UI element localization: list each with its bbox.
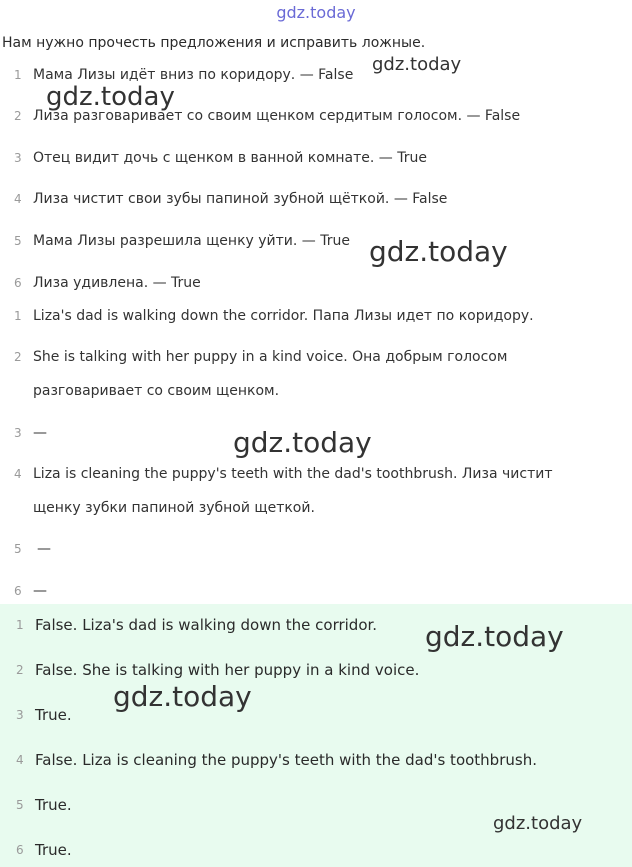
item-number: 3: [16, 708, 24, 722]
item-number: 1: [16, 618, 24, 632]
item-number: 4: [14, 467, 22, 481]
item-number: 2: [14, 109, 22, 123]
item-text: Лиза чистит свои зубы папиной зубной щёткой. — False: [33, 191, 448, 207]
item-text: False. Liza is cleaning the puppy's teeth with the dad's toothbrush.: [35, 751, 537, 769]
item-text: Отец видит дочь с щенком в ванной комнате. — True: [33, 150, 427, 166]
item-number: 2: [14, 350, 22, 364]
watermark: gdz.today: [46, 82, 175, 112]
item-text: She is talking with her puppy in a kind voice. Она добрым голосом разговаривает со своим щенком.: [33, 349, 508, 399]
item-number: 5: [14, 542, 22, 556]
task-intro: Нам нужно прочесть предложения и исправить ложные.: [2, 35, 426, 51]
item-number: 3: [14, 151, 22, 165]
watermark: gdz.today: [233, 426, 372, 459]
watermark: gdz.today: [369, 235, 508, 268]
item-text: True.: [35, 841, 72, 859]
item-number: 4: [16, 753, 24, 767]
item-number: 5: [14, 234, 22, 248]
item-text: Liza is cleaning the puppy's teeth with the dad's toothbrush. Лиза чистит щенку зубки папиной зубной щеткой.: [33, 466, 553, 516]
item-number: 1: [14, 68, 22, 82]
item-number: 6: [14, 584, 22, 598]
item-number: 3: [14, 426, 22, 440]
item-text: Лиза разговаривает со своим щенком сердитым голосом. — False: [33, 108, 521, 124]
item-text: True.: [35, 796, 72, 814]
watermark: gdz.today: [493, 813, 583, 834]
item-text: Лиза удивлена. — True: [33, 275, 201, 291]
watermark: gdz.today: [425, 620, 564, 653]
item-number: 5: [16, 798, 24, 812]
item-text: False. She is talking with her puppy in a kind voice.: [35, 661, 420, 679]
item-number: 6: [14, 276, 22, 290]
item-number: 1: [14, 309, 22, 323]
item-text: Мама Лизы разрешила щенку уйти. — True: [33, 233, 350, 249]
site-logo[interactable]: gdz.today: [276, 3, 356, 22]
item-text: False. Liza's dad is walking down the corridor.: [35, 616, 378, 634]
item-number: 4: [14, 192, 22, 206]
item-text: —: [33, 425, 47, 441]
item-text: True.: [35, 706, 72, 724]
item-text: Мама Лизы идёт вниз по коридору. — False: [33, 67, 354, 83]
item-text: —: [37, 541, 51, 557]
item-number: 6: [16, 843, 24, 857]
watermark: gdz.today: [372, 54, 462, 75]
item-text: —: [33, 583, 47, 599]
item-text: Liza's dad is walking down the corridor. Папа Лизы идет по коридору.: [33, 308, 534, 324]
watermark: gdz.today: [113, 680, 252, 713]
item-number: 2: [16, 663, 24, 677]
